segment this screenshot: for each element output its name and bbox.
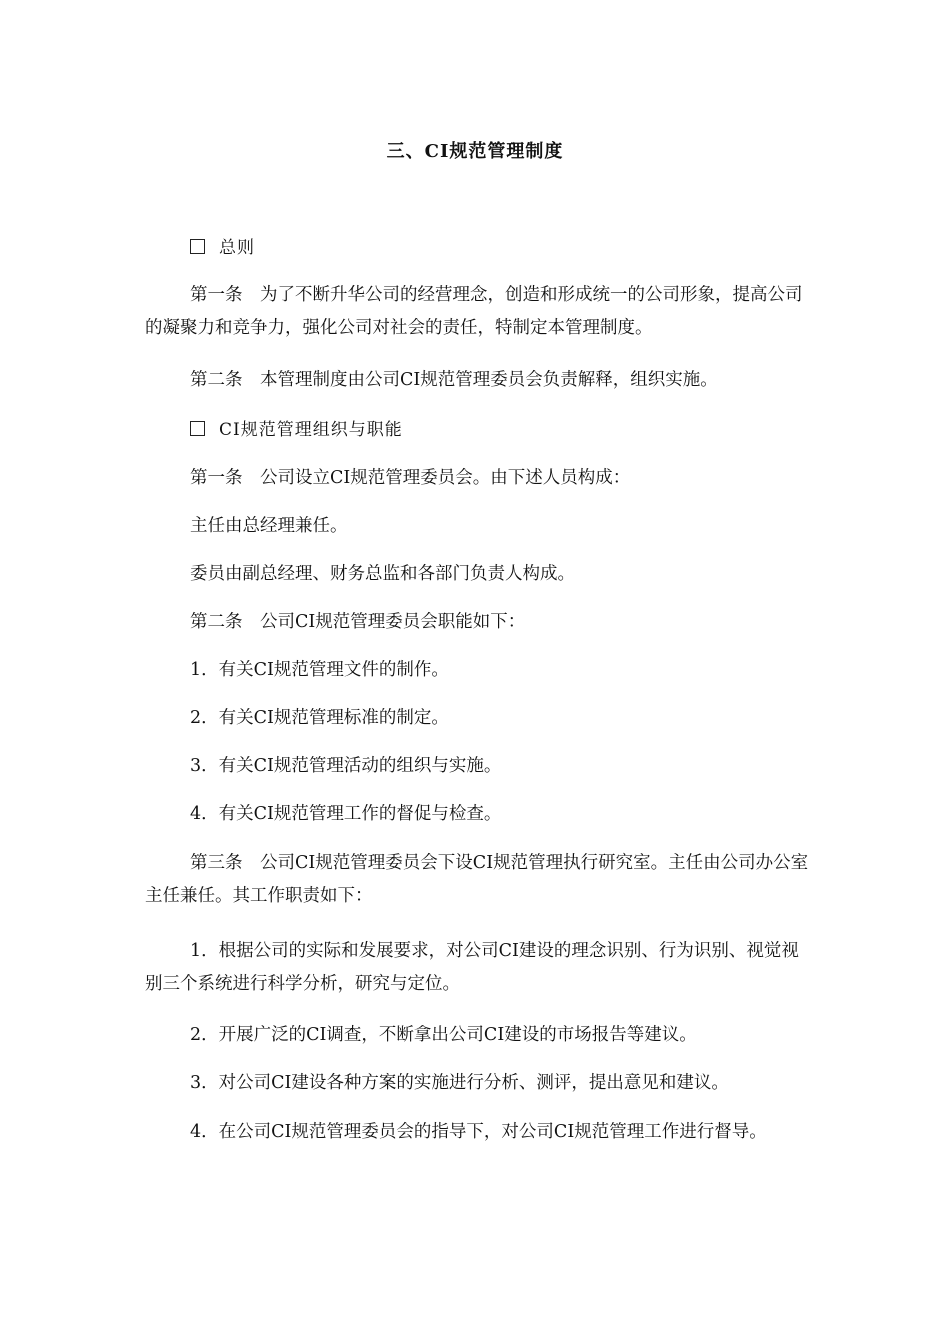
checkbox-square-icon: [190, 421, 205, 436]
list-item-duty-4: 4．在公司CI规范管理委员会的指导下，对公司CI规范管理工作进行督导。: [190, 1122, 767, 1142]
section-label: 总则: [219, 238, 255, 258]
paragraph-article-2: 第二条 本管理制度由公司CI规范管理委员会负责解释，组织实施。: [190, 370, 718, 390]
list-item-duty-1: 1．根据公司的实际和发展要求，对公司CI建设的理念识别、行为识别、视觉视别三个系统进行科学分析，研究与定位。: [145, 941, 799, 994]
paragraph-org-article-2: 第二条 公司CI规范管理委员会职能如下：: [190, 612, 526, 632]
list-item-function-3: 3．有关CI规范管理活动的组织与实施。: [190, 756, 502, 776]
list-item-duty-2: 2．开展广泛的CI调查，不断拿出公司CI建设的市场报告等建议。: [190, 1025, 697, 1045]
paragraph-members: 委员由副总经理、财务总监和各部门负责人构成。: [190, 564, 575, 584]
list-item-function-4: 4．有关CI规范管理工作的督促与检查。: [190, 804, 502, 824]
paragraph-article-1: 第一条 为了不断升华公司的经营理念，创造和形成统一的公司形象，提高公司的凝聚力和竞争力，强化公司对社会的责任，特制定本管理制度。: [145, 285, 803, 338]
paragraph-director: 主任由总经理兼任。: [190, 516, 348, 536]
paragraph-org-article-3: 第三条 公司CI规范管理委员会下设CI规范管理执行研究室。主任由公司办公室主任兼任。其工作职责如下：: [145, 853, 809, 906]
section-heading-general: [190, 234, 255, 262]
list-item-function-1: 1．有关CI规范管理文件的制作。: [190, 660, 449, 680]
section-heading-organization: [190, 416, 403, 444]
page-title: 三、CI规范管理制度: [386, 141, 564, 162]
paragraph-org-article-1: 第一条 公司设立CI规范管理委员会。由下述人员构成：: [190, 468, 631, 488]
section-label: CI规范管理组织与职能: [219, 420, 403, 440]
list-item-function-2: 2．有关CI规范管理标准的制定。: [190, 708, 449, 728]
list-item-duty-3: 3．对公司CI建设各种方案的实施进行分析、测评，提出意见和建议。: [190, 1073, 729, 1093]
checkbox-square-icon: [190, 239, 205, 254]
